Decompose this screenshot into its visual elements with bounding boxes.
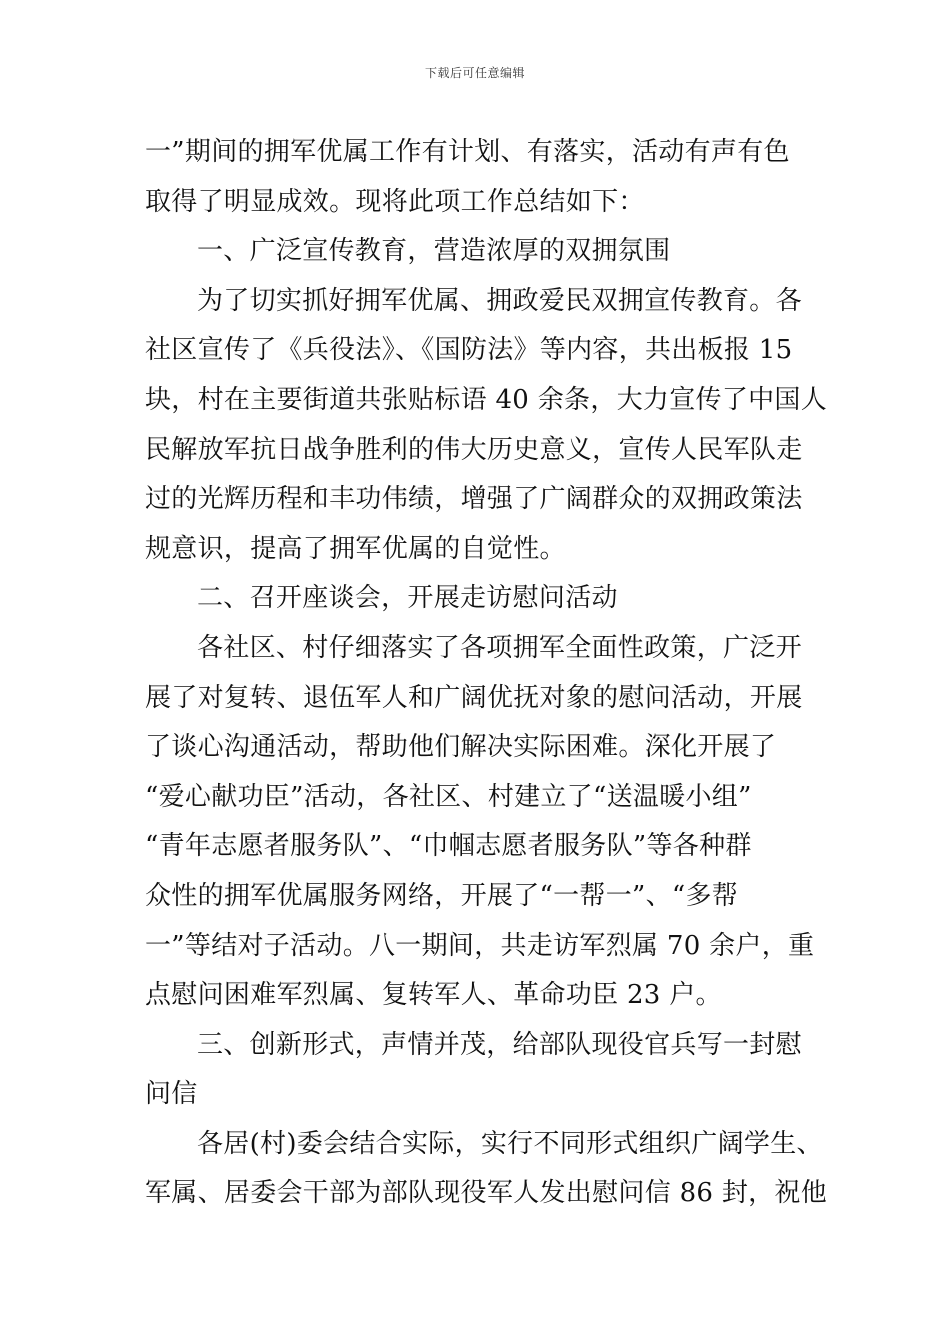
text-line: 三、创新形式，声情并茂，给部队现役官兵写一封慰	[197, 1029, 802, 1060]
text-line: 各社区、村仔细落实了各项拥军全面性政策，广泛开	[197, 632, 802, 663]
text-line: 各居(村)委会结合实际，实行不同形式组织广阔学生、	[197, 1128, 823, 1159]
document-body	[145, 128, 828, 1219]
text-line: “爱心献功臣”活动，各社区、村建立了“送温暖小组”	[145, 781, 752, 812]
text-line: 社区宣传了《兵役法》、《国防法》等内容，共出板报 15	[145, 335, 793, 366]
text-line: 点慰问困难军烈属、复转军人、革命功臣 23 户。	[145, 980, 722, 1011]
text-line: 块，村在主要街道共张贴标语 40 余条，大力宣传了中国人	[145, 384, 828, 415]
text-line: 一、广泛宣传教育，营造浓厚的双拥氛围	[197, 236, 671, 267]
text-line: 一”等结对子活动。八一期间，共走访军烈属 70 余户，重	[145, 930, 815, 961]
text-line: 规意识，提高了拥军优属的自觉性。	[145, 533, 566, 564]
page-header: 下载后可任意编辑	[424, 66, 525, 80]
text-line: 一”期间的拥军优属工作有计划、有落实，活动有声有色	[145, 137, 790, 167]
text-line: 取得了明显成效。现将此项工作总结如下：	[145, 186, 645, 217]
text-line: “青年志愿者服务队”、“巾帼志愿者服务队”等各种群	[145, 831, 752, 862]
text-line: 了谈心沟通活动，帮助他们解决实际困难。深化开展了	[145, 732, 777, 763]
text-line: 展了对复转、退伍军人和广阔优抚对象的慰问活动，开展	[145, 682, 803, 713]
text-line: 民解放军抗日战争胜利的伟大历史意义，宣传人民军队走	[145, 434, 803, 465]
text-line: 二、召开座谈会，开展走访慰问活动	[197, 583, 618, 614]
text-line: 众性的拥军优属服务网络，开展了“一帮一”、“多帮	[145, 880, 739, 911]
text-line: 为了切实抓好拥军优属、拥政爱民双拥宣传教育。各	[197, 285, 802, 316]
text-line: 问信	[145, 1079, 198, 1110]
text-line: 过的光辉历程和丰功伟绩，增强了广阔群众的双拥政策法	[145, 484, 803, 515]
text-line: 军属、居委会干部为部队现役军人发出慰问信 86 封，祝他	[145, 1178, 828, 1209]
